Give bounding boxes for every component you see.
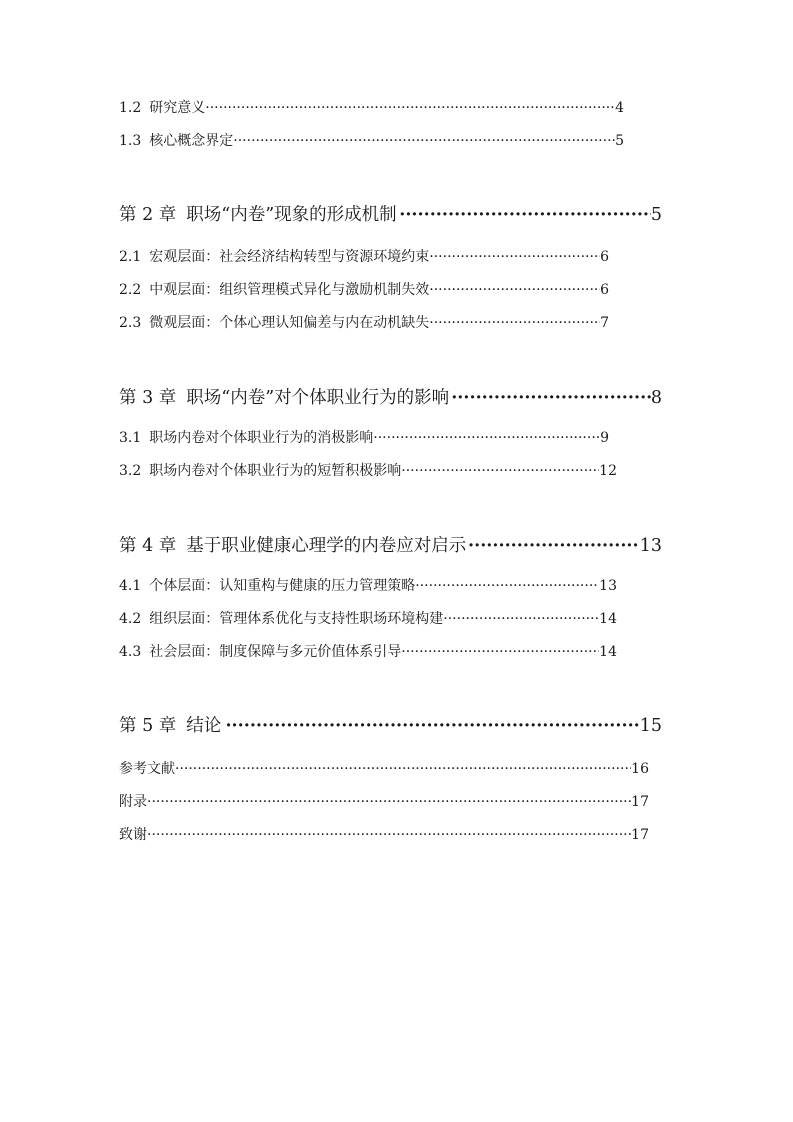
- toc-chapter-number: 第 3 章: [119, 388, 177, 408]
- toc-entry-title: 附录: [119, 794, 147, 810]
- toc-entry-page: 16: [631, 761, 649, 777]
- toc-entry-title: 宏观层面：社会经济结构转型与资源环境约束: [149, 249, 430, 265]
- toc-chapter-page: 8: [650, 388, 662, 408]
- toc-entry-title: 个体层面：认知重构与健康的压力管理策略: [149, 578, 416, 594]
- toc-chapter-title: 职场“内卷”现象的形成机制: [186, 205, 397, 225]
- dot-leader: [147, 792, 631, 812]
- dot-leader: [429, 313, 600, 333]
- toc-chapter-3[interactable]: [119, 385, 662, 411]
- toc-entry-page: 14: [599, 611, 617, 627]
- toc-entry-acknowledgements[interactable]: [119, 825, 649, 845]
- toc-chapter-title: 基于职业健康心理学的内卷应对启示: [186, 536, 467, 556]
- toc-entry-number: 2.1: [119, 249, 142, 265]
- dot-leader: [443, 609, 599, 629]
- toc-chapter-title: 结论: [186, 716, 222, 736]
- toc-entry-page: 6: [600, 282, 609, 298]
- toc-entry-page: 7: [600, 315, 609, 331]
- toc-entry-page: 17: [631, 827, 649, 843]
- toc-entry-title: 参考文献: [119, 761, 175, 777]
- toc-entry-number: 3.1: [119, 430, 142, 446]
- toc-chapter-page: 13: [639, 536, 662, 556]
- toc-entry-page: 17: [631, 794, 649, 810]
- toc-chapter-number: 第 2 章: [119, 205, 177, 225]
- dot-leader: [373, 428, 600, 448]
- dot-leader: [429, 280, 600, 300]
- toc-entry-title: 研究意义: [149, 100, 206, 116]
- toc-entry-1-3[interactable]: [119, 131, 624, 151]
- toc-entry-number: 2.3: [119, 315, 142, 331]
- toc-entry-references[interactable]: [119, 759, 649, 779]
- toc-entry-title: 职场内卷对个体职业行为的消极影响: [149, 430, 374, 446]
- toc-entry-2-2[interactable]: [119, 280, 609, 300]
- toc-chapter-number: 第 4 章: [119, 536, 177, 556]
- toc-entry-title: 组织层面：管理体系优化与支持性职场环境构建: [149, 611, 444, 627]
- toc-entry-number: 4.2: [119, 611, 142, 627]
- dot-leader: [225, 713, 639, 739]
- toc-entry-number: 1.2: [119, 100, 142, 116]
- toc-entry-page: 13: [599, 578, 617, 594]
- toc-chapter-4[interactable]: [119, 533, 662, 559]
- toc-chapter-page: 15: [639, 716, 662, 736]
- dot-leader: [429, 247, 600, 267]
- toc-entry-title: 中观层面：组织管理模式异化与激励机制失效: [149, 282, 430, 298]
- toc-chapter-number: 第 5 章: [119, 716, 177, 736]
- toc-entry-page: 5: [615, 133, 624, 149]
- dot-leader: [147, 825, 631, 845]
- toc-chapter-page: 5: [650, 205, 662, 225]
- toc-chapter-title: 职场“内卷”对个体职业行为的影响: [186, 388, 450, 408]
- toc-entry-page: 14: [599, 644, 617, 660]
- toc-entry-number: 3.2: [119, 463, 142, 479]
- toc-entry-2-3[interactable]: [119, 313, 609, 333]
- dot-leader: [233, 131, 615, 151]
- dot-leader: [399, 202, 651, 228]
- toc-entry-4-1[interactable]: [119, 576, 617, 596]
- toc-chapter-5[interactable]: [119, 713, 662, 739]
- toc-entry-page: 12: [599, 463, 617, 479]
- toc-entry-number: 4.1: [119, 578, 142, 594]
- toc-entry-number: 1.3: [119, 133, 142, 149]
- toc-entry-title: 核心概念界定: [149, 133, 234, 149]
- toc-entry-3-1[interactable]: [119, 428, 609, 448]
- toc-entry-title: 职场内卷对个体职业行为的短暂积极影响: [149, 463, 402, 479]
- toc-entry-4-3[interactable]: [119, 642, 617, 662]
- toc-entry-page: 6: [600, 249, 609, 265]
- toc-entry-title: 社会层面：制度保障与多元价值体系引导: [149, 644, 402, 660]
- toc-entry-2-1[interactable]: [119, 247, 609, 267]
- toc-chapter-2[interactable]: [119, 202, 662, 228]
- toc-entry-page: 4: [615, 100, 624, 116]
- toc-entry-1-2[interactable]: [119, 98, 624, 118]
- toc-entry-appendix[interactable]: [119, 792, 649, 812]
- toc-entry-title: 微观层面：个体心理认知偏差与内在动机缺失: [149, 315, 430, 331]
- dot-leader: [468, 533, 640, 559]
- dot-leader: [451, 385, 651, 411]
- toc-entry-page: 9: [600, 430, 609, 446]
- dot-leader: [401, 461, 599, 481]
- toc-entry-number: 2.2: [119, 282, 142, 298]
- toc-entry-3-2[interactable]: [119, 461, 617, 481]
- dot-leader: [175, 759, 631, 779]
- dot-leader: [415, 576, 599, 596]
- toc-entry-number: 4.3: [119, 644, 142, 660]
- toc-entry-title: 致谢: [119, 827, 147, 843]
- dot-leader: [401, 642, 599, 662]
- dot-leader: [205, 98, 615, 118]
- toc-entry-4-2[interactable]: [119, 609, 617, 629]
